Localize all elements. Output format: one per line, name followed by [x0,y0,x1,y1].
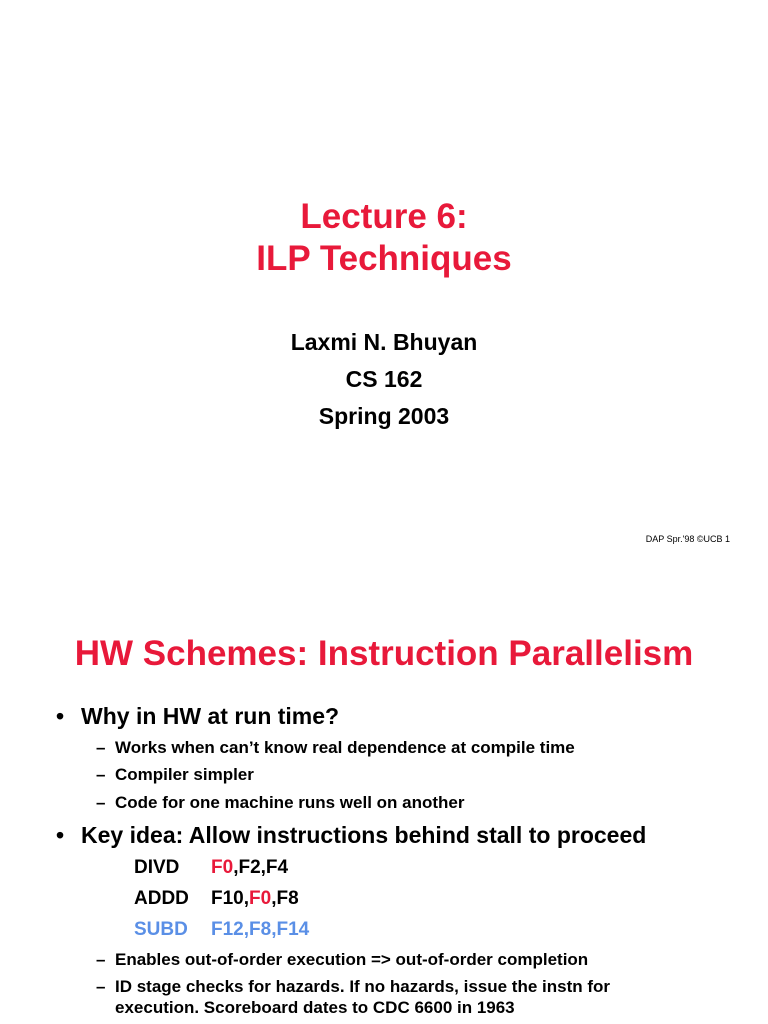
dash-glyph: – [96,738,106,757]
bullet-text: Why in HW at run time? [81,703,340,729]
subbullet-ooo [96,949,588,970]
code-line-addd [134,888,299,910]
dash-glyph: – [96,977,106,996]
bullet-why-hw [56,703,339,730]
subbullet-text: ID stage checks for hazards. If no hazards, issue the instn for [115,977,611,996]
operand-list: F12,F8,F14 [211,919,310,940]
subbullet-2 [96,764,254,785]
subbullet-3 [96,792,465,813]
operand-f0: F0 [211,857,234,878]
subbullet-1 [96,737,575,758]
dash-glyph: – [96,793,106,812]
bullet-glyph: • [56,703,65,729]
lecture-title-line2: ILP Techniques [256,239,512,278]
operand-rest: ,F2,F4 [233,857,289,878]
dash-glyph: – [96,950,106,969]
subbullet-text: Works when can’t know real dependence at compile time [115,738,575,757]
opcode: DIVD [134,857,180,878]
opcode: ADDD [134,888,189,909]
bullet-text: Key idea: Allow instructions behind stall to proceed [81,822,647,848]
subbullet-id-stage-cont: execution. Scoreboard dates to CDC 6600 in 1963 [115,998,515,1017]
opcode: SUBD [134,919,188,940]
code-line-divd [134,857,288,879]
subbullet-id-stage [96,976,610,997]
operand-rest: ,F8 [271,888,299,909]
operand-f10: F10, [211,888,250,909]
subbullet-text: Enables out-of-order execution => out-of-order completion [115,950,589,969]
term: Spring 2003 [318,403,450,429]
author-name: Laxmi N. Bhuyan [290,329,478,355]
bullet-key-idea [56,822,646,849]
subbullet-text: Code for one machine runs well on another [115,793,465,812]
subbullet-text: Compiler simpler [115,765,254,784]
code-line-subd [134,919,309,941]
dash-glyph: – [96,765,106,784]
slide2-title: HW Schemes: Instruction Parallelism [74,634,694,673]
bullet-glyph: • [56,822,65,848]
course-code: CS 162 [345,366,423,392]
slide-footer: DAP Spr.'98 ©UCB 1 [645,534,730,544]
lecture-title-line1: Lecture 6: [300,197,468,236]
operand-f0: F0 [249,888,272,909]
